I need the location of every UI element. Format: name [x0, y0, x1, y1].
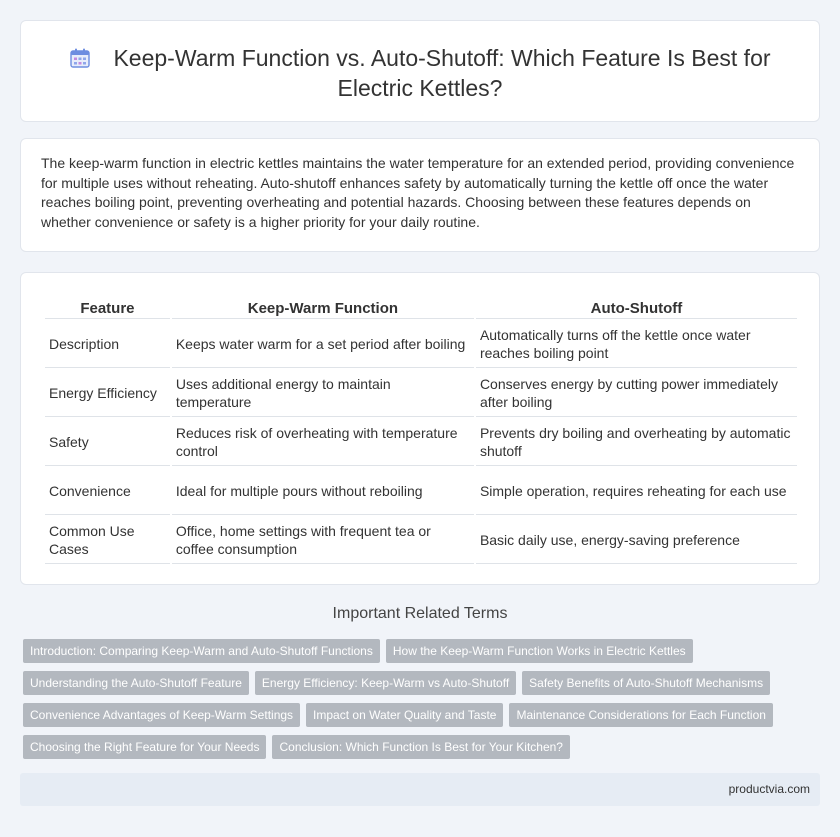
table-cell-auto-shutoff: Automatically turns off the kettle once water reaches boiling point — [476, 321, 797, 368]
table-row — [45, 370, 797, 417]
related-term-tag[interactable]: Understanding the Auto-Shutoff Feature — [23, 671, 249, 695]
table-row — [45, 419, 797, 466]
intro-card — [20, 138, 820, 252]
table-cell-feature: Description — [45, 321, 170, 368]
related-term-tag[interactable]: Introduction: Comparing Keep-Warm and Auto-Shutoff Functions — [23, 639, 380, 663]
related-term-tag[interactable]: Impact on Water Quality and Taste — [306, 703, 503, 727]
related-term-tag[interactable]: Conclusion: Which Function Is Best for Your Kitchen? — [272, 735, 569, 759]
intro-text: The keep-warm function in electric kettles maintains the water temperature for an extended period, providing convenience for multiple uses without reheating. Auto-shutoff enhances safety by automatically turning the kettle off once the water reaches boiling point, preventing overheating and potential hazards. Choosing between these features depends on whether convenience or safety is a higher priority for your daily routine. — [41, 155, 795, 230]
table-row — [45, 468, 797, 515]
tag-row — [23, 703, 823, 735]
table-cell-auto-shutoff: Simple operation, requires reheating for each use — [476, 468, 797, 515]
table-cell-auto-shutoff: Prevents dry boiling and overheating by automatic shutoff — [476, 419, 797, 466]
related-terms-title: Important Related Terms — [332, 605, 508, 622]
table-header-keep-warm: Keep-Warm Function — [172, 297, 474, 319]
footer — [20, 773, 820, 806]
table-cell-auto-shutoff: Conserves energy by cutting power immediately after boiling — [476, 370, 797, 417]
table-cell-feature: Convenience — [45, 468, 170, 515]
tag-row — [23, 639, 823, 671]
table-row — [45, 321, 797, 368]
table-cell-feature: Common Use Cases — [45, 517, 170, 564]
table-header-auto-shutoff: Auto-Shutoff — [476, 297, 797, 319]
related-term-tag[interactable]: Convenience Advantages of Keep-Warm Settings — [23, 703, 300, 727]
related-term-tag[interactable]: Choosing the Right Feature for Your Needs — [23, 735, 266, 759]
table-cell-keep-warm: Ideal for multiple pours without reboiling — [172, 468, 474, 515]
title-wrap — [21, 43, 819, 103]
tag-row — [23, 735, 823, 767]
table-cell-feature: Safety — [45, 419, 170, 466]
related-term-tag[interactable]: How the Keep-Warm Function Works in Electric Kettles — [386, 639, 693, 663]
table-cell-keep-warm: Office, home settings with frequent tea or coffee consumption — [172, 517, 474, 564]
page-title — [21, 43, 819, 103]
table-cell-keep-warm: Keeps water warm for a set period after boiling — [172, 321, 474, 368]
tag-row — [23, 671, 823, 703]
calendar-icon — [69, 46, 91, 68]
table-row — [45, 517, 797, 564]
table-cell-keep-warm: Reduces risk of overheating with temperature control — [172, 419, 474, 466]
related-term-tag[interactable]: Energy Efficiency: Keep-Warm vs Auto-Shutoff — [255, 671, 516, 695]
page-title-text: Keep-Warm Function vs. Auto-Shutoff: Which Feature Is Best for Electric Kettles? — [113, 45, 771, 101]
table-cell-auto-shutoff: Basic daily use, energy-saving preference — [476, 517, 797, 564]
table-header-row — [45, 297, 797, 319]
related-term-tag[interactable]: Safety Benefits of Auto-Shutoff Mechanisms — [522, 671, 770, 695]
header-card — [20, 20, 820, 122]
related-terms-tags — [23, 639, 823, 767]
comparison-table — [43, 295, 799, 566]
table-cell-keep-warm: Uses additional energy to maintain temperature — [172, 370, 474, 417]
footer-source-link[interactable]: productvia.com — [728, 782, 810, 796]
table-cell-feature: Energy Efficiency — [45, 370, 170, 417]
table-header-feature: Feature — [45, 297, 170, 319]
related-term-tag[interactable]: Maintenance Considerations for Each Function — [509, 703, 772, 727]
comparison-table-card — [20, 272, 820, 585]
